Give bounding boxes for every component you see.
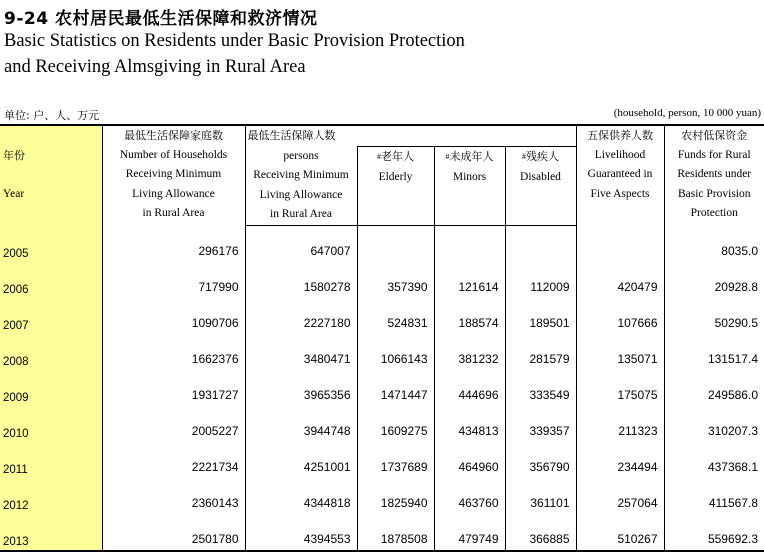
- value-cell: 2227180: [245, 298, 357, 334]
- value-cell: 3944748: [245, 406, 357, 442]
- value-cell: 479749: [434, 514, 505, 551]
- value-cell: 2501780: [102, 514, 245, 551]
- wubao-header: [576, 125, 664, 225]
- value-cell: 647007: [245, 225, 357, 262]
- year-cell: 2010: [0, 406, 102, 442]
- value-cell: 434813: [434, 406, 505, 442]
- value-cell: 4344818: [245, 478, 357, 514]
- table-row: [0, 298, 764, 334]
- value-cell: 249586.0: [664, 370, 764, 406]
- year-cell: 2011: [0, 442, 102, 478]
- value-cell: 420479: [576, 262, 664, 298]
- value-cell: 357390: [357, 262, 434, 298]
- value-cell: 2360143: [102, 478, 245, 514]
- value-cell: 135071: [576, 334, 664, 370]
- households-header-en-3: Living Allowance: [103, 185, 245, 205]
- value-cell: 339357: [505, 406, 576, 442]
- elderly-header-en: Elderly: [358, 168, 434, 188]
- table-row: [0, 334, 764, 370]
- value-cell: 1471447: [357, 370, 434, 406]
- value-cell: 107666: [576, 298, 664, 334]
- value-cell: 437368.1: [664, 442, 764, 478]
- year-cell: 2013: [0, 514, 102, 551]
- value-cell: 356790: [505, 442, 576, 478]
- value-cell: 510267: [576, 514, 664, 551]
- persons-header-en-3: Living Allowance: [246, 186, 357, 206]
- elderly-header-cn: 老年人: [381, 150, 414, 163]
- minors-header-en: Minors: [435, 168, 505, 188]
- year-cell: 2008: [0, 334, 102, 370]
- minors-sup-mark: #: [446, 152, 450, 161]
- households-header-cn: 最低生活保障家庭数: [103, 126, 245, 146]
- value-cell: 2005227: [102, 406, 245, 442]
- wubao-header-en-3: Five Aspects: [577, 185, 664, 205]
- households-header: [102, 125, 245, 225]
- funds-header-en-1: Funds for Rural: [665, 146, 764, 166]
- value-cell: 361101: [505, 478, 576, 514]
- value-cell: 310207.3: [664, 406, 764, 442]
- value-cell: 296176: [102, 225, 245, 262]
- minors-header: [434, 147, 505, 226]
- persons-subheader: [245, 147, 357, 226]
- value-cell: 2221734: [102, 442, 245, 478]
- value-cell: 1066143: [357, 334, 434, 370]
- value-cell: [434, 225, 505, 262]
- funds-header-en-4: Protection: [665, 204, 764, 224]
- value-cell: 1580278: [245, 262, 357, 298]
- value-cell: 717990: [102, 262, 245, 298]
- table-row: [0, 478, 764, 514]
- value-cell: 464960: [434, 442, 505, 478]
- value-cell: 1609275: [357, 406, 434, 442]
- elderly-header: [357, 147, 434, 226]
- table-header: [0, 125, 764, 225]
- value-cell: 112009: [505, 262, 576, 298]
- value-cell: 50290.5: [664, 298, 764, 334]
- table-row: [0, 262, 764, 298]
- persons-header-en-1: persons: [246, 147, 357, 167]
- value-cell: 234494: [576, 442, 664, 478]
- funds-header: [664, 125, 764, 225]
- value-cell: 1931727: [102, 370, 245, 406]
- value-cell: 444696: [434, 370, 505, 406]
- value-cell: [576, 225, 664, 262]
- persons-header-en-4: in Rural Area: [246, 205, 357, 225]
- wubao-header-en-1: Livelihood: [577, 146, 664, 166]
- value-cell: 3480471: [245, 334, 357, 370]
- households-header-en-4: in Rural Area: [103, 204, 245, 224]
- value-cell: 366885: [505, 514, 576, 551]
- value-cell: 1825940: [357, 478, 434, 514]
- value-cell: 189501: [505, 298, 576, 334]
- year-cell: 2006: [0, 262, 102, 298]
- statistics-table: [0, 124, 764, 552]
- wubao-header-en-2: Guaranteed in: [577, 165, 664, 185]
- value-cell: 4251001: [245, 442, 357, 478]
- persons-group-header-cn: 最低生活保障人数: [245, 125, 576, 147]
- value-cell: 281579: [505, 334, 576, 370]
- disabled-header-cn: 残疾人: [526, 150, 559, 163]
- value-cell: 1737689: [357, 442, 434, 478]
- year-header-en: Year: [3, 185, 102, 205]
- funds-header-cn: 农村低保资金: [665, 126, 764, 146]
- value-cell: 175075: [576, 370, 664, 406]
- value-cell: [357, 225, 434, 262]
- table-row: [0, 225, 764, 262]
- table-row: [0, 514, 764, 551]
- unit-label-english: (household, person, 10 000 yuan): [614, 107, 761, 119]
- households-header-en-1: Number of Households: [103, 146, 245, 166]
- funds-header-en-3: Basic Provision: [665, 185, 764, 205]
- year-header: [0, 125, 102, 225]
- value-cell: 411567.8: [664, 478, 764, 514]
- minors-header-cn: 未成年人: [450, 150, 494, 163]
- table-title-chinese: 9-24 农村居民最低生活保障和救济情况: [4, 4, 317, 29]
- value-cell: 20928.8: [664, 262, 764, 298]
- disabled-sup-mark: #: [522, 152, 526, 161]
- persons-header-en-2: Receiving Minimum: [246, 166, 357, 186]
- unit-label-chinese: 单位: 户、人、万元: [4, 107, 99, 123]
- households-header-en-2: Receiving Minimum: [103, 165, 245, 185]
- table-body: [0, 225, 764, 551]
- value-cell: [505, 225, 576, 262]
- value-cell: 1878508: [357, 514, 434, 551]
- value-cell: 257064: [576, 478, 664, 514]
- value-cell: 3965356: [245, 370, 357, 406]
- value-cell: 211323: [576, 406, 664, 442]
- value-cell: 8035.0: [664, 225, 764, 262]
- value-cell: 121614: [434, 262, 505, 298]
- table-title-english-line2: and Receiving Almsgiving in Rural Area: [4, 57, 306, 78]
- table-row: [0, 370, 764, 406]
- table-row: [0, 406, 764, 442]
- year-cell: 2009: [0, 370, 102, 406]
- elderly-sup-mark: #: [377, 152, 381, 161]
- table-row: [0, 442, 764, 478]
- value-cell: 1090706: [102, 298, 245, 334]
- value-cell: 1662376: [102, 334, 245, 370]
- disabled-header: [505, 147, 576, 226]
- value-cell: 381232: [434, 334, 505, 370]
- value-cell: 4394553: [245, 514, 357, 551]
- value-cell: 188574: [434, 298, 505, 334]
- year-cell: 2012: [0, 478, 102, 514]
- value-cell: 524831: [357, 298, 434, 334]
- value-cell: 333549: [505, 370, 576, 406]
- value-cell: 559692.3: [664, 514, 764, 551]
- year-cell: 2007: [0, 298, 102, 334]
- table-title-english-line1: Basic Statistics on Residents under Basic Provision Protection: [4, 31, 465, 52]
- disabled-header-en: Disabled: [506, 168, 576, 188]
- value-cell: 463760: [434, 478, 505, 514]
- year-cell: 2005: [0, 225, 102, 262]
- funds-header-en-2: Residents under: [665, 165, 764, 185]
- value-cell: 131517.4: [664, 334, 764, 370]
- wubao-header-cn: 五保供养人数: [577, 126, 664, 146]
- year-header-cn: 年份: [3, 146, 102, 166]
